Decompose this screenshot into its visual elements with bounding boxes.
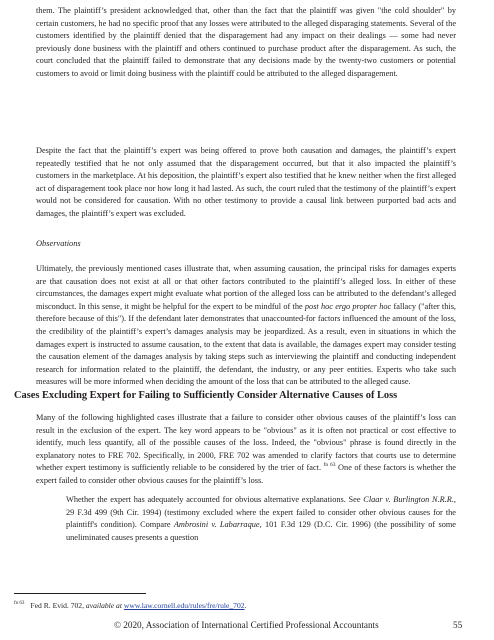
footnote-mark: fn 63 (14, 601, 25, 607)
paragraph-text: them. The plaintiff’s president acknowledged that, other than the fact that the plaintiff was given "the cold shoulder" by certain customers, he had no specific proof that any losses were attributed to the alleged disparaging statements. Several of the customers identified by the plaintiff denied that the disparagement had any impact on their dealings — some had never previously done business with the plaintiff and others continued to purchase product after the disparagement. As such, the court concluded that the plaintiff failed to demonstrate that any decisions made by the twenty-two customers or potential customers to avoid or limit doing business with the plaintiff could be attributed to the alleged disparagement. (36, 6, 457, 78)
body-paragraph-1 (36, 5, 456, 81)
footnote-link[interactable]: www.law.cornell.edu/rules/fre/rule_702 (123, 601, 245, 610)
paragraph-text: Many of the following highlighted cases illustrate that a failure to consider other obvious causes of the plaintiff’s loss can result in the exclusion of the expert. The key word appears to be "obvious" as it is often not practical or cost effective to identify, much less quantify, all of the possible causes of the loss. Indeed, the "obvious" phrase is found directly in the explanatory notes to FRE 702. Specifically, in 2000, FRE 702 was amended to clarify factors that courts use to determine whether expert testimony is sufficiently reliable to be considered by the trier of fact. (36, 413, 456, 473)
footnote-end: . (244, 601, 247, 610)
case-name: Claar v. Burlington N.R.R. (363, 495, 454, 504)
copyright-footer: © 2020, Association of International Certified Professional Accountants (114, 620, 379, 630)
body-paragraph-2 (36, 145, 456, 221)
paragraph-text: Despite the fact that the plaintiff’s expert was being offered to prove both causation and damages, the plaintiff’s expert repeatedly testified that he not only assumed that the disparagement occurred, but that it also impacted the plaintiff’s customers in the marketplace. At his deposition, the plaintiff’s expert also testified that he knew neither when the first alleged act of disparagement took place nor how long it had lasted. As such, the court ruled that the testimony of the plaintiff’s expert would not be considered for causation. With no other testimony to provide a causal link between purported bad acts and damages, the plaintiff’s expert was excluded. (36, 146, 456, 218)
quote-text: , 101 F.3d 129 (D.C. Cir. 1996) (the possibility of some uneliminated causes presents a question (66, 520, 456, 542)
footnote (14, 600, 246, 611)
paragraph-text: One of these factors is whether the expert failed to consider other obvious causes for the plaintiff’s loss. (36, 463, 456, 485)
case-name: Ambrosini v. Labarraque (173, 520, 260, 530)
body-paragraph-3 (36, 263, 456, 389)
block-quote (66, 494, 456, 544)
latin-phrase: post hoc ergo propter hoc (304, 301, 392, 311)
page-number: 55 (453, 620, 463, 630)
footnote-text: Fed R. Evid. 702, (30, 601, 86, 610)
paragraph-text: fallacy ("after this, therefore because of this"). If the defendant later demonstrates that unaccounted-for factors influenced the amount of the loss, the credibility of the plaintiff’s expert’s damages analysis may be jeopardized. As a result, even in situations in which the damages expert is instructed to assume causation, to the extent that data is available, the damages expert may consider testing the causation element of the damages analysis by taking steps such as interviewing the plaintiff and conducting independent research for information related to the plaintiff, the defendant, the industry, or any peer entities. Experts who take such measures will be more informed when deciding the amount of the loss that can be attributed to the alleged cause. (36, 301, 456, 387)
quote-text: Whether the expert has adequately accounted for obvious alternative explanations. See (66, 495, 364, 504)
paragraph-text: Ultimately, the previously mentioned cases illustrate that, when assuming causation, the principal risks for damages experts are that causation does not exist at all or that other factors contributed to the plaintiff’s alleged loss. In either of these circumstances, the damages expert might evaluate what portion of the alleged loss can be attributed to the defendant’s alleged misconduct. In this sense, it might be helpful for the expert to be mindful of the (36, 264, 456, 311)
quote-text: , 29 F.3d 499 (9th Cir. 1994) (testimony excluded where the expert failed to consider other obvious causes for the plaintiff's condition). Compare (66, 495, 456, 530)
body-paragraph-4 (36, 412, 456, 488)
footnote-divider (14, 593, 146, 594)
footnote-italic: available at (85, 601, 122, 610)
section-heading: Cases Excluding Expert for Failing to Sufficiently Consider Alternative Causes of Loss (14, 390, 398, 401)
observations-heading: Observations (36, 239, 81, 248)
footnote-reference[interactable]: fn 63 (323, 462, 336, 469)
